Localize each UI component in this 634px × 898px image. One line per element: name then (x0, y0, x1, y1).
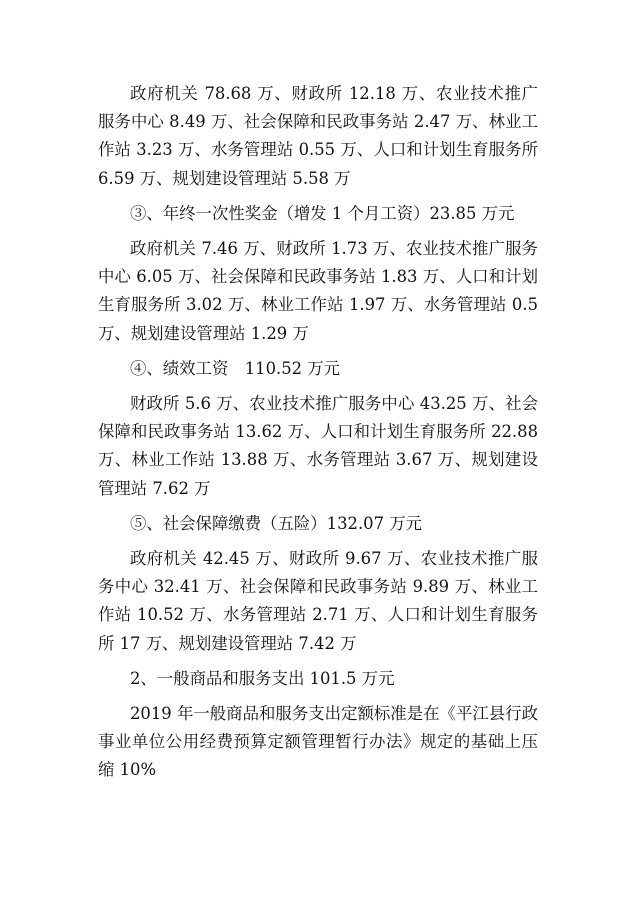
paragraph-goods-services-standard: 2019 年一般商品和服务支出定额标准是在《平江县行政事业单位公用经费预算定额管理暂行办法》规定的基础上压缩 10% (98, 704, 538, 780)
heading-goods-services: 2、一般商品和服务支出 101.5 万元 (130, 668, 395, 688)
heading-social-insurance: ⑤、社会保障缴费（五险）132.07 万元 (130, 513, 423, 533)
heading-year-end-bonus: ③、年终一次性奖金（增发 1 个月工资）23.85 万元 (130, 203, 515, 223)
paragraph-insurance-breakdown: 政府机关 42.45 万、财政所 9.67 万、农业技术推广服务中心 32.41 万、社会保障和民政事务站 9.89 万、林业工作站 10.52 万、水务管理站 2.71 万、人口和计划生育服务所 17 万、规划建设管理站 7.42 万 (98, 549, 538, 653)
paragraph-bonus-breakdown: 政府机关 7.46 万、财政所 1.73 万、农业技术推广服务中心 6.05 万、社会保障和民政事务站 1.83 万、人口和计划生育服务所 3.02 万、林业工作站 1.97 万、水务管理站 0.5 万、规划建设管理站 1.29 万 (98, 239, 538, 343)
paragraph-performance-breakdown: 财政所 5.6 万、农业技术推广服务中心 43.25 万、社会保障和民政事务站 13.62 万、人口和计划生育服务所 22.88 万、林业工作站 13.88 万、水务管理站 3.67 万、规划建设管理站 7.62 万 (98, 394, 538, 498)
paragraph-salary-breakdown: 政府机关 78.68 万、财政所 12.18 万、农业技术推广服务中心 8.49 万、社会保障和民政事务站 2.47 万、林业工作站 3.23 万、水务管理站 0.55 万、人口和计划生育服务所 6.59 万、规划建设管理站 5.58 万 (98, 84, 538, 188)
heading-performance-pay: ④、绩效工资 110.52 万元 (130, 358, 341, 378)
